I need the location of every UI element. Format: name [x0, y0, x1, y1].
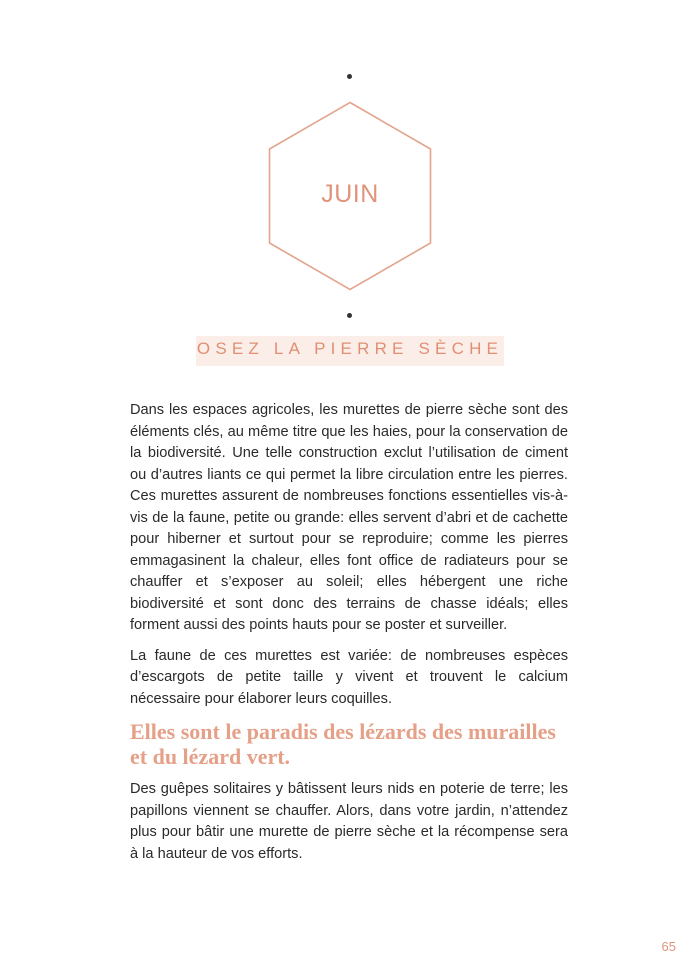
decorative-dot-bottom: [347, 313, 352, 318]
pull-quote: Elles sont le paradis des lézards des murailles et du lézard vert.: [130, 719, 556, 769]
section-subtitle: OSEZ LA PIERRE SÈCHE: [196, 339, 504, 358]
article-body: [130, 400, 568, 874]
paragraph-fauna: La faune de ces murettes est variée: de nombreuses espèces d’escargots de petite taille y vivent et trouvent le calcium nécessaire pour élaborer leurs coquilles.: [130, 647, 568, 707]
paragraph-closing: Des guêpes solitaires y bâtissent leurs nids en poterie de terre; les papillons viennent se chauffer. Alors, dans votre jardin, n’attendez plus pour bâtir une murette de pierre sèche et la récompense sera à la hauteur de vos efforts.: [130, 781, 568, 862]
paragraph-intro: Dans les espaces agricoles, les murettes de pierre sèche sont des éléments clés, au même titre que les haies, pour la conservation de la biodiversité. Une telle construction exclut l’utilisation de ciment ou d’autres liants ce qui permet la libre circulation entre les pierres. Ces murettes assurent de nombreuses fonctions essentielles vis-à-vis de la faune, petite ou grande: elles servent d’abri et de cachette pour hiberner et surtout pour se reproduire; comme les pierres emmagasinent la chaleur, elles font office de radiateurs pour se chauffer et s’exposer au soleil; elles hébergent une riche biodiversité et sont donc des terrains de chasse idéals; elles forment aussi des points hauts pour se poster et surveiller.: [130, 402, 568, 633]
decorative-dot-top: [347, 74, 352, 79]
page-number: 65: [661, 939, 676, 954]
month-title: JUIN: [321, 180, 379, 208]
